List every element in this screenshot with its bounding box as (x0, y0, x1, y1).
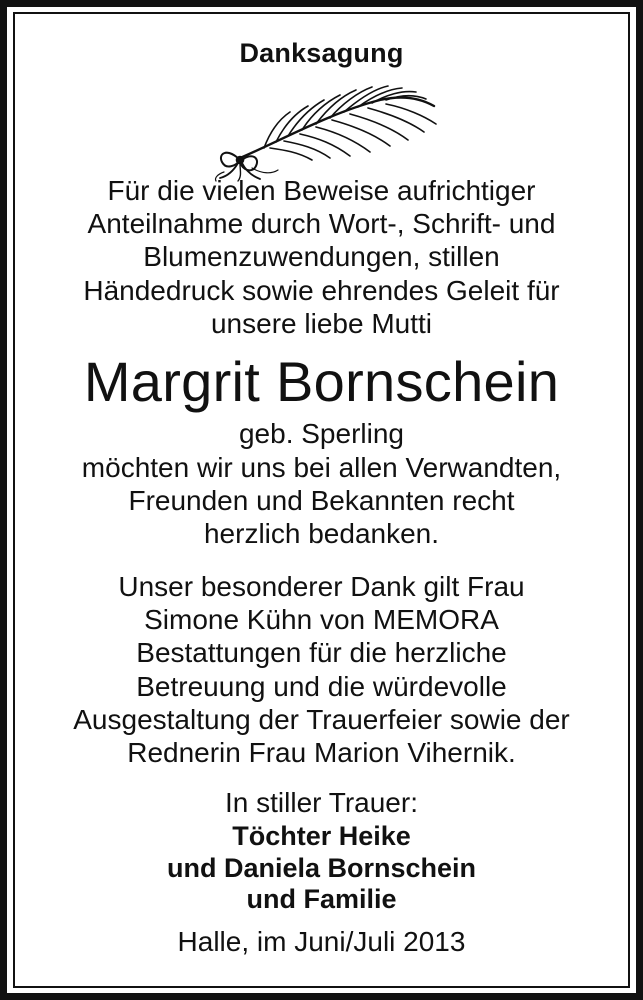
mourners-line: Töchter Heike (232, 821, 411, 851)
special-thanks-line: Unser besonderer Dank gilt Frau (118, 571, 525, 602)
mourning-label-text: In stiller Trauer: (225, 787, 418, 818)
special-thanks-line: Ausgestaltung der Trauerfeier sowie der (73, 703, 570, 735)
mourning-label (16, 786, 627, 819)
special-thanks-line: Bestattungen für die herzliche (136, 637, 507, 669)
deceased-name: Margrit Bornschein (83, 350, 560, 413)
intro-paragraph (16, 174, 627, 340)
mourners-line: und Familie (246, 884, 397, 914)
special-thanks-line: Betreuung und die würdevolle (136, 670, 507, 702)
intro-line: Anteilnahme durch Wort-, Schrift- und (87, 208, 556, 240)
thanks-line: herzlich bedanken. (203, 518, 440, 550)
thanks-line: Freunden und Bekannten recht (128, 485, 515, 517)
mourners-block (16, 821, 627, 916)
special-thanks-line: Rednerin Frau Marion Vihernik. (127, 737, 516, 769)
thanks-line: möchten wir uns bei allen Verwandten, (81, 452, 562, 483)
mourners-line: und Daniela Bornschein (166, 852, 477, 883)
palm-frond-icon (212, 78, 444, 182)
place-date: Halle, im Juni/Juli 2013 (177, 926, 466, 957)
intro-line: Für die vielen Beweise aufrichtiger (107, 175, 536, 206)
intro-line: unsere liebe Mutti (210, 307, 432, 339)
notice-heading: Danksagung (239, 38, 404, 68)
intro-line: Händedruck sowie ehrendes Geleit für (83, 274, 560, 306)
maiden-name: geb. Sperling (238, 418, 404, 449)
special-thanks-paragraph (16, 570, 627, 769)
intro-line: Blumenzuwendungen, stillen (143, 241, 500, 273)
thanks-paragraph (16, 451, 627, 551)
special-thanks-line: Simone Kühn von MEMORA (144, 604, 499, 636)
